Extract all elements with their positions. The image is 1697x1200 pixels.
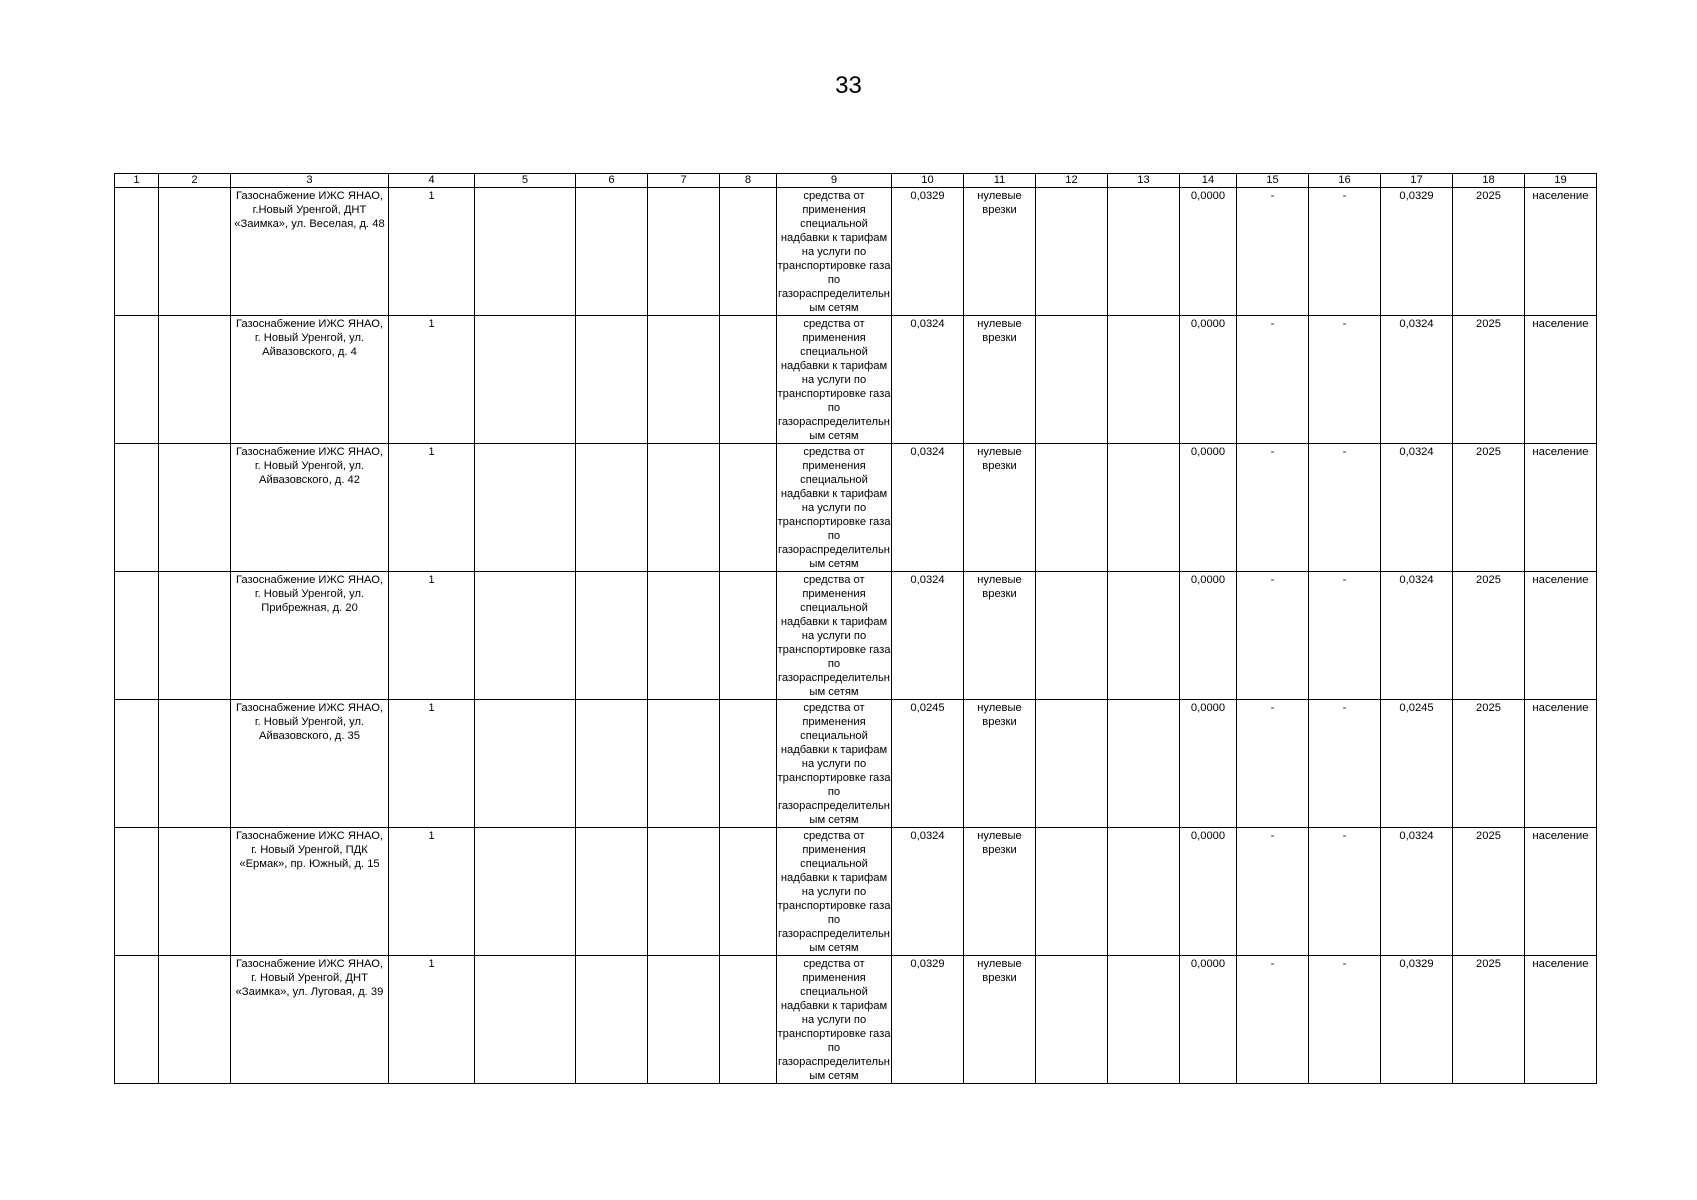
table-row (115, 956, 1597, 1084)
cell-col8 (720, 700, 777, 828)
value-col10-cell: 0,0329 (892, 956, 964, 1084)
cell-col6 (576, 956, 648, 1084)
connection-type-cell: нулевые врезки (964, 572, 1036, 700)
cell-col7 (648, 444, 720, 572)
cell-col5 (475, 956, 576, 1084)
column-number-8: 8 (720, 174, 777, 188)
cell-col12 (1036, 956, 1108, 1084)
table-row (115, 188, 1597, 316)
value-col14-cell: 0,0000 (1180, 188, 1237, 316)
cell-col2 (159, 572, 231, 700)
cell-col13 (1108, 956, 1180, 1084)
column-number-14: 14 (1180, 174, 1237, 188)
quantity-cell: 1 (389, 700, 475, 828)
value-col15-cell: - (1237, 444, 1309, 572)
year-cell: 2025 (1453, 316, 1525, 444)
column-number-17: 17 (1381, 174, 1453, 188)
funding-source-cell: средства от применения специальной надбавки к тарифам на услуги по транспортировке газа по газораспределительным сетям (777, 188, 892, 316)
funding-source-cell: средства от применения специальной надбавки к тарифам на услуги по транспортировке газа по газораспределительным сетям (777, 700, 892, 828)
quantity-cell: 1 (389, 956, 475, 1084)
cell-col1 (115, 828, 159, 956)
cell-col12 (1036, 572, 1108, 700)
year-cell: 2025 (1453, 956, 1525, 1084)
cell-col1 (115, 316, 159, 444)
funding-source-cell: средства от применения специальной надбавки к тарифам на услуги по транспортировке газа по газораспределительным сетям (777, 444, 892, 572)
column-number-16: 16 (1309, 174, 1381, 188)
cell-col1 (115, 444, 159, 572)
column-number-19: 19 (1525, 174, 1597, 188)
cell-col8 (720, 316, 777, 444)
value-col15-cell: - (1237, 316, 1309, 444)
cell-col12 (1036, 828, 1108, 956)
year-cell: 2025 (1453, 188, 1525, 316)
cell-col12 (1036, 444, 1108, 572)
cell-col13 (1108, 828, 1180, 956)
connection-type-cell: нулевые врезки (964, 188, 1036, 316)
cell-col6 (576, 316, 648, 444)
cell-col8 (720, 444, 777, 572)
table-row (115, 572, 1597, 700)
object-name-cell: Газоснабжение ИЖС ЯНАО, г. Новый Уренгой, ул. Айвазовского, д. 35 (231, 700, 389, 828)
table-row (115, 700, 1597, 828)
value-col15-cell: - (1237, 188, 1309, 316)
consumer-cell: население (1525, 444, 1597, 572)
column-number-row (115, 174, 1597, 188)
cell-col1 (115, 956, 159, 1084)
cell-col2 (159, 444, 231, 572)
column-number-1: 1 (115, 174, 159, 188)
value-col16-cell: - (1309, 188, 1381, 316)
consumer-cell: население (1525, 572, 1597, 700)
value-col10-cell: 0,0329 (892, 188, 964, 316)
cell-col6 (576, 700, 648, 828)
value-col17-cell: 0,0324 (1381, 444, 1453, 572)
cell-col2 (159, 828, 231, 956)
value-col10-cell: 0,0324 (892, 572, 964, 700)
cell-col2 (159, 700, 231, 828)
page-number: 33 (835, 72, 862, 99)
cell-col8 (720, 828, 777, 956)
value-col17-cell: 0,0324 (1381, 316, 1453, 444)
value-col15-cell: - (1237, 828, 1309, 956)
value-col10-cell: 0,0324 (892, 444, 964, 572)
cell-col1 (115, 700, 159, 828)
cell-col7 (648, 572, 720, 700)
cell-col7 (648, 700, 720, 828)
object-name-cell: Газоснабжение ИЖС ЯНАО, г. Новый Уренгой, ул. Айвазовского, д. 4 (231, 316, 389, 444)
object-name-cell: Газоснабжение ИЖС ЯНАО, г. Новый Уренгой, ПДК «Ермак», пр. Южный, д. 15 (231, 828, 389, 956)
value-col15-cell: - (1237, 956, 1309, 1084)
cell-col8 (720, 956, 777, 1084)
table-row (115, 316, 1597, 444)
column-number-2: 2 (159, 174, 231, 188)
connection-type-cell: нулевые врезки (964, 828, 1036, 956)
column-number-18: 18 (1453, 174, 1525, 188)
column-number-10: 10 (892, 174, 964, 188)
consumer-cell: население (1525, 188, 1597, 316)
quantity-cell: 1 (389, 828, 475, 956)
quantity-cell: 1 (389, 188, 475, 316)
cell-col13 (1108, 572, 1180, 700)
year-cell: 2025 (1453, 444, 1525, 572)
cell-col7 (648, 828, 720, 956)
value-col10-cell: 0,0324 (892, 828, 964, 956)
object-name-cell: Газоснабжение ИЖС ЯНАО, г. Новый Уренгой, ул. Прибрежная, д. 20 (231, 572, 389, 700)
cell-col12 (1036, 700, 1108, 828)
column-number-6: 6 (576, 174, 648, 188)
cell-col6 (576, 188, 648, 316)
value-col16-cell: - (1309, 572, 1381, 700)
column-number-12: 12 (1036, 174, 1108, 188)
quantity-cell: 1 (389, 444, 475, 572)
cell-col5 (475, 188, 576, 316)
table-row (115, 444, 1597, 572)
consumer-cell: население (1525, 956, 1597, 1084)
value-col17-cell: 0,0245 (1381, 700, 1453, 828)
cell-col13 (1108, 316, 1180, 444)
connection-type-cell: нулевые врезки (964, 316, 1036, 444)
table-row (115, 828, 1597, 956)
column-number-15: 15 (1237, 174, 1309, 188)
cell-col5 (475, 316, 576, 444)
value-col14-cell: 0,0000 (1180, 572, 1237, 700)
year-cell: 2025 (1453, 828, 1525, 956)
value-col16-cell: - (1309, 828, 1381, 956)
cell-col13 (1108, 188, 1180, 316)
funding-source-cell: средства от применения специальной надбавки к тарифам на услуги по транспортировке газа по газораспределительным сетям (777, 572, 892, 700)
connection-type-cell: нулевые врезки (964, 444, 1036, 572)
column-number-7: 7 (648, 174, 720, 188)
consumer-cell: население (1525, 828, 1597, 956)
column-number-9: 9 (777, 174, 892, 188)
object-name-cell: Газоснабжение ИЖС ЯНАО, г. Новый Уренгой, ДНТ «Заимка», ул. Луговая, д. 39 (231, 956, 389, 1084)
cell-col12 (1036, 316, 1108, 444)
cell-col8 (720, 188, 777, 316)
data-table (114, 173, 1597, 1084)
column-number-13: 13 (1108, 174, 1180, 188)
column-number-5: 5 (475, 174, 576, 188)
value-col10-cell: 0,0245 (892, 700, 964, 828)
cell-col5 (475, 700, 576, 828)
value-col16-cell: - (1309, 316, 1381, 444)
cell-col6 (576, 828, 648, 956)
value-col14-cell: 0,0000 (1180, 956, 1237, 1084)
cell-col1 (115, 572, 159, 700)
value-col17-cell: 0,0324 (1381, 572, 1453, 700)
column-number-4: 4 (389, 174, 475, 188)
cell-col2 (159, 188, 231, 316)
cell-col1 (115, 188, 159, 316)
cell-col2 (159, 316, 231, 444)
value-col16-cell: - (1309, 444, 1381, 572)
cell-col12 (1036, 188, 1108, 316)
value-col14-cell: 0,0000 (1180, 700, 1237, 828)
connection-type-cell: нулевые врезки (964, 956, 1036, 1084)
cell-col6 (576, 572, 648, 700)
cell-col5 (475, 572, 576, 700)
object-name-cell: Газоснабжение ИЖС ЯНАО, г.Новый Уренгой, ДНТ «Заимка», ул. Веселая, д. 48 (231, 188, 389, 316)
cell-col13 (1108, 700, 1180, 828)
cell-col7 (648, 188, 720, 316)
cell-col8 (720, 572, 777, 700)
value-col15-cell: - (1237, 572, 1309, 700)
cell-col2 (159, 956, 231, 1084)
value-col16-cell: - (1309, 700, 1381, 828)
consumer-cell: население (1525, 316, 1597, 444)
year-cell: 2025 (1453, 700, 1525, 828)
column-number-3: 3 (231, 174, 389, 188)
object-name-cell: Газоснабжение ИЖС ЯНАО, г. Новый Уренгой, ул. Айвазовского, д. 42 (231, 444, 389, 572)
quantity-cell: 1 (389, 572, 475, 700)
cell-col5 (475, 444, 576, 572)
value-col10-cell: 0,0324 (892, 316, 964, 444)
value-col14-cell: 0,0000 (1180, 316, 1237, 444)
consumer-cell: население (1525, 700, 1597, 828)
quantity-cell: 1 (389, 316, 475, 444)
cell-col13 (1108, 444, 1180, 572)
value-col14-cell: 0,0000 (1180, 444, 1237, 572)
value-col17-cell: 0,0329 (1381, 188, 1453, 316)
connection-type-cell: нулевые врезки (964, 700, 1036, 828)
funding-source-cell: средства от применения специальной надбавки к тарифам на услуги по транспортировке газа по газораспределительным сетям (777, 316, 892, 444)
cell-col5 (475, 828, 576, 956)
value-col16-cell: - (1309, 956, 1381, 1084)
value-col14-cell: 0,0000 (1180, 828, 1237, 956)
year-cell: 2025 (1453, 572, 1525, 700)
funding-source-cell: средства от применения специальной надбавки к тарифам на услуги по транспортировке газа по газораспределительным сетям (777, 828, 892, 956)
value-col17-cell: 0,0329 (1381, 956, 1453, 1084)
column-number-11: 11 (964, 174, 1036, 188)
cell-col6 (576, 444, 648, 572)
value-col15-cell: - (1237, 700, 1309, 828)
funding-source-cell: средства от применения специальной надбавки к тарифам на услуги по транспортировке газа по газораспределительным сетям (777, 956, 892, 1084)
cell-col7 (648, 316, 720, 444)
value-col17-cell: 0,0324 (1381, 828, 1453, 956)
cell-col7 (648, 956, 720, 1084)
